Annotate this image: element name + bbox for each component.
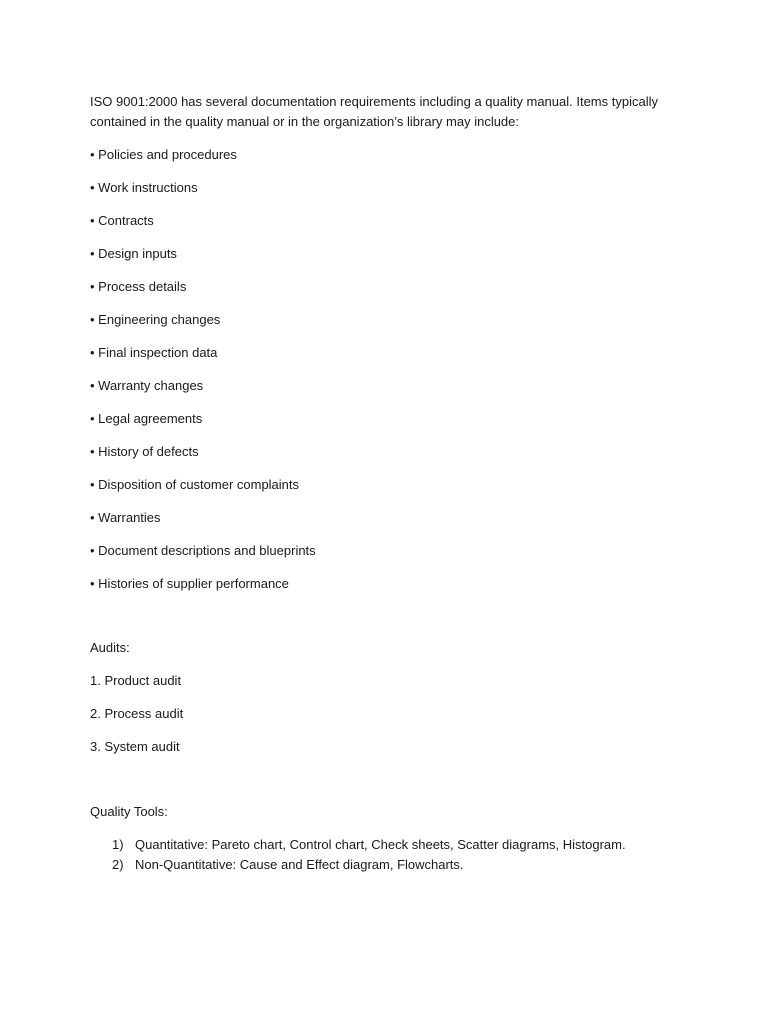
list-item: • Document descriptions and blueprints [90,543,316,558]
list-number: 2) [112,857,124,872]
quality-tools-list [112,835,626,875]
intro-paragraph: ISO 9001:2000 has several documentation requirements including a quality manual. Items typically contained in the quality manual or in the organization’s library may include: [90,94,658,129]
list-item [112,835,626,855]
list-item: • Warranty changes [90,378,204,393]
list-item: • Policies and procedures [90,147,237,162]
list-item: • Disposition of customer complaints [90,477,300,492]
list-item: • Final inspection data [90,345,218,360]
audits-list [90,671,183,770]
list-item: 1. Product audit [90,673,182,688]
list-item: 3. System audit [90,739,180,754]
list-item: 2. Process audit [90,706,184,721]
list-item: • Work instructions [90,180,198,195]
list-item: • Process details [90,279,187,294]
list-item: • Engineering changes [90,312,221,327]
documentation-items-list [90,145,316,607]
audits-heading: Audits: [90,640,130,655]
list-item: • Legal agreements [90,411,203,426]
list-item-text: Quantitative: Pareto chart, Control chart, Check sheets, Scatter diagrams, Histogram. [135,837,626,852]
quality-tools-heading: Quality Tools: [90,804,168,819]
list-item: • Warranties [90,510,161,525]
list-item: • Contracts [90,213,154,228]
list-item: • Design inputs [90,246,177,261]
list-item [112,855,626,875]
list-item-text: Non-Quantitative: Cause and Effect diagram, Flowcharts. [135,857,464,872]
list-number: 1) [112,837,124,852]
list-item: • Histories of supplier performance [90,576,289,591]
list-item: • History of defects [90,444,199,459]
